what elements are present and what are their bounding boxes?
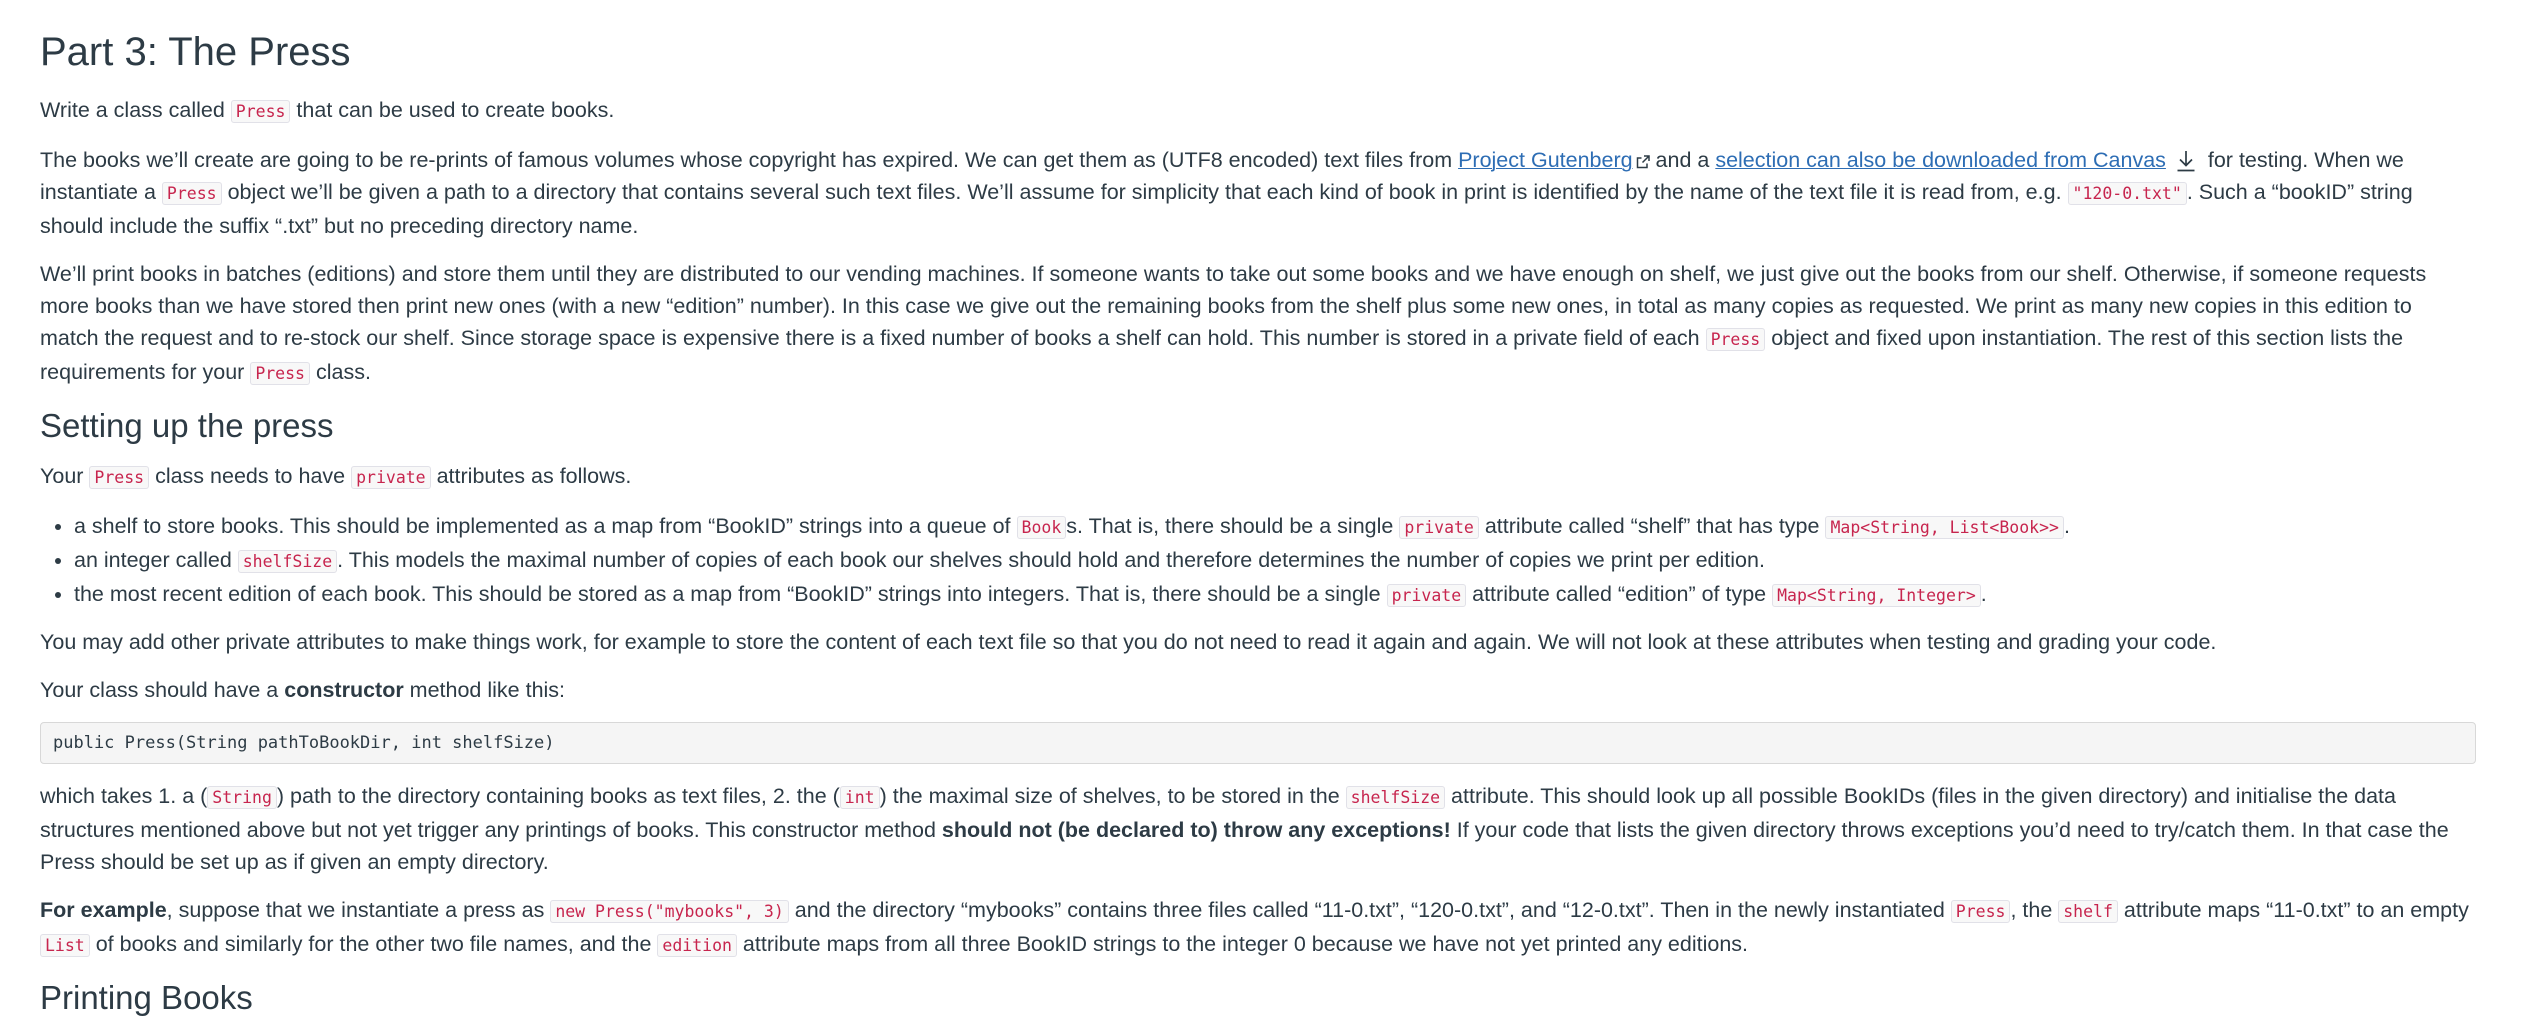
inline-code: edition — [657, 934, 737, 957]
batches-paragraph: We’ll print books in batches (editions) and store them until they are distributed to our vending machines. If someone wants to take out some books and we have enough on shelf, we just give out the books from our shelf. Otherwise, if someone requests more books than we have stored then print new ones (with a new “edition” number). In this case we give out the remaining books from the shelf plus some new ones, in total as many copies as requested. We print as many new copies in this edition to match the request and to re-stock our shelf. Since storage space is expensive there is a fixed number of books a shelf can hold. This number is stored in a private field of each Press object and fixed upon instantiation. The rest of this section lists the requirements for your Press class. — [40, 262, 2427, 384]
inline-code: Press — [162, 182, 222, 205]
inline-code: Press — [1951, 900, 2011, 923]
inline-code: Press — [1706, 328, 1766, 351]
inline-code: List — [40, 934, 90, 957]
inline-code: Book — [1017, 516, 1067, 539]
intro-paragraph: Write a class called Press that can be used to create books. — [40, 98, 615, 122]
constructor-description: which takes 1. a ( String ) path to the directory containing books as text files, 2. the ( int ) the maximal size of shelves, to be stored in the shelfSize attribute. This should look up all possible BookIDs (files in the given directory) and initialise the data structures mentioned above but not yet trigger any printings of books. This constructor method should not (be declared to) throw any exceptions! If your code that lists the given directory throws exceptions you’d need to try/catch them. In that case the Press should be set up as if given an empty directory. — [40, 784, 2449, 874]
inline-code: String — [207, 786, 277, 809]
inline-code: "120-0.txt" — [2068, 182, 2187, 205]
canvas-download-link[interactable]: selection can also be downloaded from Canvas — [1715, 148, 2166, 172]
inline-code: Map<String, Integer> — [1772, 584, 1981, 607]
attributes-list — [40, 510, 2476, 612]
constructor-intro: Your class should have a constructor method like this: — [40, 678, 566, 702]
setup-heading: Setting up the press — [40, 407, 334, 444]
inline-code: Map<String, List<Book>> — [1825, 516, 2063, 539]
inline-code: new Press("mybooks", 3) — [550, 900, 788, 923]
inline-code: shelfSize — [238, 550, 337, 573]
inline-code: Press — [250, 362, 310, 385]
inline-code: shelf — [2058, 900, 2118, 923]
constructor-code-block: public Press(String pathToBookDir, int shelfSize) — [40, 722, 2476, 764]
inline-code: Press — [231, 100, 291, 123]
books-paragraph: The books we’ll create are going to be re-prints of famous volumes whose copyright has expired. We can get them as (UTF8 encoded) text files from Project Gutenberg and a selection can also be downloaded from Canvas for testing. When we instantiate a Press object we’ll be given a path to a directory that contains several such text files. We’ll assume for simplicity that each kind of book in print is identified by the name of the text file it is read from, e.g. "120-0.txt" . Such a “bookID” string should include the suffix “.txt” but no preceding directory name. — [40, 148, 2413, 238]
page-title: Part 3: The Press — [40, 30, 351, 74]
inline-code: int — [840, 786, 880, 809]
inline-code: private — [1387, 584, 1467, 607]
inline-code: Press — [89, 466, 149, 489]
project-gutenberg-link[interactable]: Project Gutenberg — [1458, 148, 1633, 172]
inline-code: shelfSize — [1346, 786, 1445, 809]
attributes-intro: Your Press class needs to have private attributes as follows. — [40, 464, 632, 488]
assignment-content — [40, 0, 2476, 1032]
download-icon[interactable] — [2176, 150, 2196, 172]
inline-code: private — [351, 466, 431, 489]
example-paragraph: For example, suppose that we instantiate a press as new Press("mybooks", 3) and the directory “mybooks” contains three files called “11-0.txt”, “120-0.txt”, and “12-0.txt”. Then in the newly instantiated Press , the shelf attribute maps “11-0.txt” to an empty List of books and similarly for the other two file names, and the edition attribute maps from all three BookID strings to the integer 0 because we have not yet printed any editions. — [40, 898, 2469, 956]
list-item-shelf: • a shelf to store books. This should be implemented as a map from “BookID” strings into a queue of Book s. That is, there should be a single private attribute called “shelf” that has type Map<String, List<Book>> . — [74, 510, 2476, 544]
list-item-shelfsize: • an integer called shelfSize . This models the maximal number of copies of each book our shelves should hold and therefore determines the number of copies we print per edition. — [74, 544, 2476, 578]
external-link-icon — [1636, 155, 1650, 169]
printing-books-heading: Printing Books — [40, 979, 253, 1016]
list-item-edition: • the most recent edition of each book. This should be stored as a map from “BookID” strings into integers. That is, there should be a single private attribute called “edition” of type Map<String, Integer> . — [74, 578, 2476, 612]
inline-code: private — [1399, 516, 1479, 539]
other-attributes-paragraph: You may add other private attributes to make things work, for example to store the content of each text file so that you do not need to read it again and again. We will not look at these attributes when testing and grading your code. — [40, 630, 2217, 654]
